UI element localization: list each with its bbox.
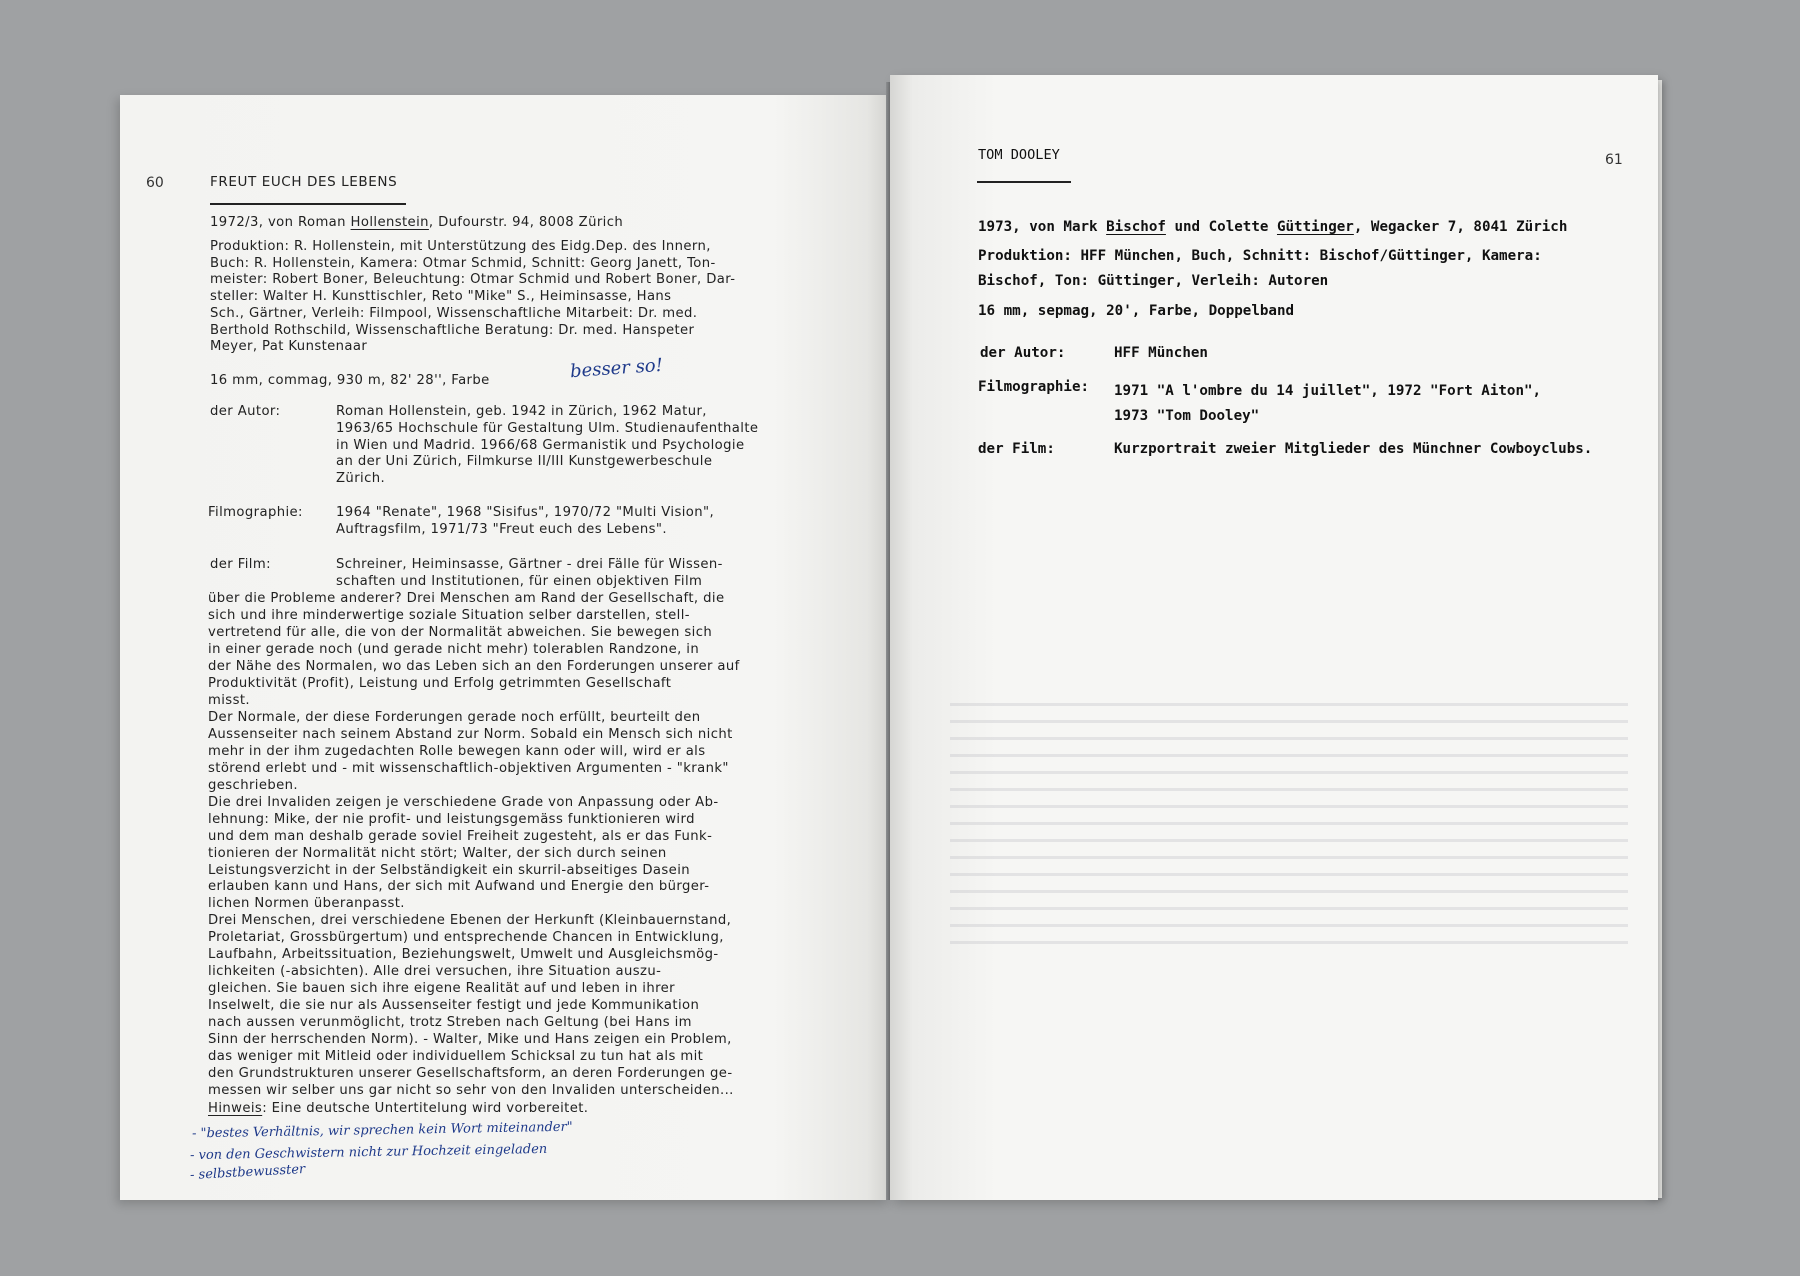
- filmographie-text: 1964 "Renate", 1968 "Sisifus", 1970/72 "Multi Vision", Auftragsfilm, 1971/73 "Freut euch des Lebens".: [336, 505, 715, 537]
- show-through-texture: [950, 695, 1628, 955]
- right-page: [890, 75, 1658, 1200]
- film-label: der Film:: [978, 441, 1055, 457]
- autor-text: HFF München: [1114, 345, 1208, 361]
- page-title: FREUT EUCH DES LEBENS: [210, 174, 398, 190]
- film-format: 16 mm, sepmag, 20', Farbe, Doppelband: [978, 303, 1295, 319]
- film-description: über die Probleme anderer? Drei Menschen am Rand der Gesellschaft, die sich und ihre minderwertige soziale Situation selber darstellen, stell- vertretend für alle, die von der Normalität abweichen. Sie bewegen sich in einer gerade noch (und gerade nicht mehr) tolerablen Randzone, in der Nähe des Normalen, wo das Leben sich an den Forderungen unserer auf Produktivität (Profit), Leistung und Erfolg getrimmten Gesellschaft misst. Der Normale, der diese Forderungen gerade noch erfüllt, beurteilt den Aussenseiter nach seinem Abstand zur Norm. Sobald ein Mensch sich nicht mehr in der ihm zugedachten Rolle bewegen kann oder will, wird er als störend erlebt und - mit wissenschaftlich-objektiven Argumenten - "krank" geschrieben. Die drei Invaliden zeigen je verschiedene Grade von Anpassung oder Ab- lehnung: Mike, der nie profit- und leistungsgemäss funktionieren wird und dem man deshalb gerade soviel Freiheit zugesteht, als er das Funk- tionieren der Normalität nicht stört; Walter, der sich durch seinen Leistungsverzicht in der Selbständigkeit ein skurril-abseitiges Dasein erlauben kann und Hans, der sich mit Aufwand und Energie den bürger- lichen Normen überanpasst. Drei Menschen, drei verschiedene Ebenen der Herkunft (Kleinbauernstand, Proletariat, Grossbürgertum) und entsprechende Chancen in Entwicklung, Laufbahn, Arbeitssituation, Beziehungswelt, Umwelt und Ausgleichsmög- lichkeiten (-absichten). Alle drei versuchen, ihre Situation auszu- gleichen. Sie bauen sich ihre eigene Realität auf und leben in ihrer Inselwelt, die sie nur als Aussenseiter festigt und jede Kommunikation nach aussen verunmöglicht, trotz Streben nach Geltung (bei Hans im Sinn der herrschenden Norm). - Walter, Mike und Hans zeigen ein Problem, das weniger mit Mitleid oder individuellem Schicksal zu tun hat als mit den Grundstrukturen unserer Gesellschaftsform, an deren Forderungen ge- messen wir selber uns gar nicht so sehr von den Invaliden unterscheiden...: [208, 591, 740, 1099]
- film-format: 16 mm, commag, 930 m, 82' 28'', Farbe: [210, 373, 490, 388]
- title-underline: [210, 203, 406, 205]
- filmographie-label: Filmographie:: [978, 379, 1090, 395]
- production-credits: Produktion: HFF München, Buch, Schnitt: Bischof/Güttinger, Kamera: Bischof, Ton: Güttinger, Verleih: Autoren: [978, 248, 1542, 289]
- title-underline: [977, 181, 1071, 183]
- filmographie-text: 1971 "A l'ombre du 14 juillet", 1972 "Fort Aiton", 1973 "Tom Dooley": [1114, 383, 1542, 424]
- handwritten-note: - selbstbewusster: [189, 1161, 306, 1184]
- handwritten-note: - von den Geschwistern nicht zur Hochzeit eingeladen: [189, 1141, 548, 1164]
- author-address-line: 1972/3, von Roman Hollenstein, Dufourstr. 94, 8008 Zürich: [210, 215, 624, 230]
- film-text: Kurzportrait zweier Mitglieder des Münchner Cowboyclubs.: [1114, 441, 1593, 457]
- production-credits: Produktion: R. Hollenstein, mit Unterstützung des Eidg.Dep. des Innern, Buch: R. Hollenstein, Kamera: Otmar Schmid, Schnitt: Georg Janett, Ton- meister: Robert Boner, Beleuchtung: Otmar Schmid und Robert Boner, Dar- steller: Walter H. Kunsttischler, Reto "Mike" S., Heiminsasse, Hans Sch., Gärtner, Verleih: Filmpool, Wissenschaftliche Mitarbeit: Dr. med. Berthold Rothschild, Wissenschaftliche Beratung: Dr. med. Hanspeter Meyer, Pat Kunstenaar: [210, 239, 736, 355]
- film-label: der Film:: [210, 557, 271, 572]
- handwritten-note: - "bestes Verhältnis, wir sprechen kein Wort miteinander": [191, 1119, 573, 1142]
- handwritten-note: besser so!: [569, 354, 664, 383]
- film-text-first: Schreiner, Heiminsasse, Gärtner - drei Fälle für Wissen- schaften und Institutionen, für einen objektiven Film: [336, 557, 723, 589]
- page-number: 60: [146, 175, 164, 191]
- hinweis-line: Hinweis: Eine deutsche Untertitelung wird vorbereitet.: [208, 1101, 589, 1116]
- left-page: [120, 95, 890, 1200]
- page-title: TOM DOOLEY: [978, 147, 1060, 163]
- autor-label: der Autor:: [980, 345, 1066, 361]
- autor-label: der Autor:: [210, 404, 281, 419]
- filmographie-label: Filmographie:: [208, 505, 303, 520]
- page-number: 61: [1605, 152, 1623, 168]
- author-address-line: 1973, von Mark Bischof und Colette Güttinger, Wegacker 7, 8041 Zürich: [978, 219, 1568, 235]
- autor-text: Roman Hollenstein, geb. 1942 in Zürich, 1962 Matur, 1963/65 Hochschule für Gestaltung Ulm. Studienaufenthalte in Wien und Madrid. 1966/68 Germanistik und Psychologie an der Uni Zürich, Filmkurse II/III Kunstgewerbeschule Zürich.: [336, 404, 759, 487]
